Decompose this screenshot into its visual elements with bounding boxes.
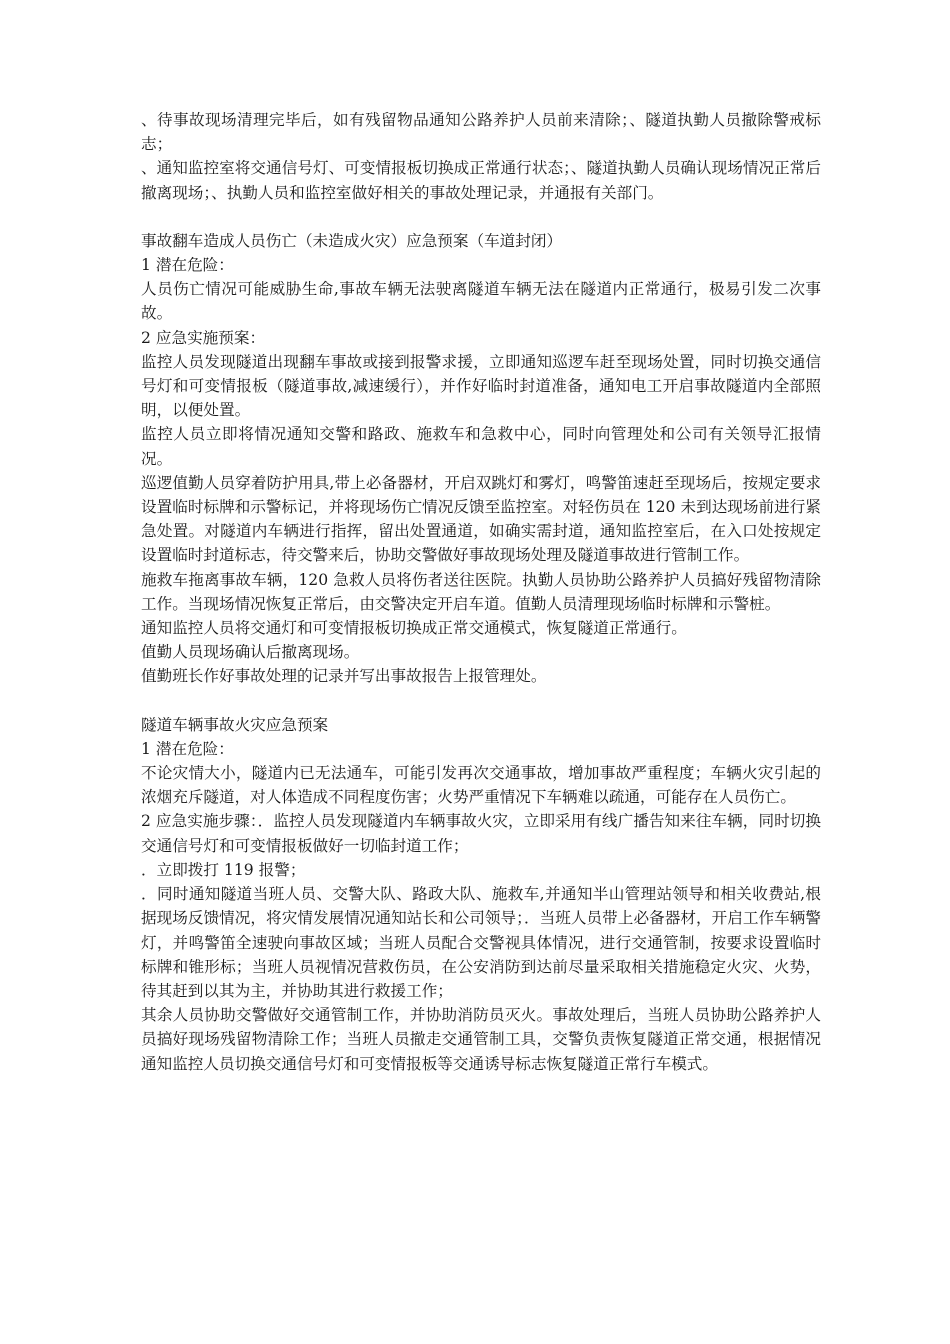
section-gap	[141, 205, 821, 229]
fire-line: 其余人员协助交警做好交通管制工作，并协助消防员灭火。事故处理后，当班人员协助公路养护人员搞好现场残留物清除工作；当班人员撤走交通管制工具，交警负责恢复隧道正常交通，根据情况通知监控人员切换交通信号灯和可变情报板等交通诱导标志恢复隧道正常行车模式。	[141, 1006, 821, 1073]
rollover-line: 通知监控人员将交通灯和可变情报板切换成正常交通模式，恢复隧道正常通行。	[141, 619, 687, 638]
rollover-line: 监控人员发现隧道出现翻车事故或接到报警求援，立即通知巡逻车赶至现场处置，同时切换交通信号灯和可变情报板（隧道事故,减速缓行），并作好临时封道准备，通知电工开启事故隧道内全部照明，以便处置。	[141, 352, 821, 420]
fire-line: ．立即拨打 119 报警；	[141, 860, 306, 879]
fire-line: ．同时通知隧道当班人员、交警大队、路政大队、施救车,并通知半山管理站领导和相关收费站,根据现场反馈情况，将灾情发展情况通知站长和公司领导；．当班人员带上必备器材，开启工作车辆警灯，并鸣警笛全速驶向事故区域；当班人员配合交警视具体情况，进行交通管制，按要求设置临时标牌和锥形标；当班人员视情况营救伤员，在公安消防到达前尽量采取相关措施稳定火灾、火势，待其赶到以其为主，并协助其进行救援工作；	[141, 885, 821, 1000]
section-title-rollover: 事故翻车造成人员伤亡（未造成火灾）应急预案（车道封闭）	[141, 231, 563, 250]
paragraph-restore: 、通知监控室将交通信号灯、可变情报板切换成正常通行状态；、隧道执勤人员确认现场情况正常后撤离现场；、执勤人员和监控室做好相关的事故处理记录，并通报有关部门。	[141, 159, 821, 202]
paragraph-cleanup: 、待事故现场清理完毕后，如有残留物品通知公路养护人员前来清除；、隧道执勤人员撤除警戒标志；	[141, 111, 821, 154]
fire-line: 1 潜在危险：	[141, 739, 234, 758]
fire-line: 2 应急实施步骤：．监控人员发现隧道内车辆事故火灾，立即采用有线广播告知来往车辆，同时切换交通信号灯和可变情报板做好一切临封道工作；	[141, 812, 821, 855]
rollover-line: 巡逻值勤人员穿着防护用具,带上必备器材，开启双跳灯和雾灯，鸣警笛速赶至现场后，按规定要求设置临时标牌和示警标记，并将现场伤亡情况反馈至监控室。对轻伤员在 120 未到达现场前进行紧急处置。对隧道内车辆进行指挥，留出处置通道，如确实需封道，通知监控室后，在入口处按规定设置临时封道标志，待交警来后，协助交警做好事故现场处理及隧道事故进行管制工作。	[141, 473, 821, 565]
rollover-line: 1 潜在危险：	[141, 256, 234, 275]
section-gap	[141, 689, 821, 713]
fire-line: 不论灾情大小，隧道内已无法通车，可能引发再次交通事故，增加事故严重程度；车辆火灾引起的浓烟充斥隧道，对人体造成不同程度伤害；火势严重情况下车辆难以疏通，可能存在人员伤亡。	[141, 764, 821, 807]
rollover-line: 人员伤亡情况可能威胁生命,事故车辆无法驶离隧道车辆无法在隧道内正常通行，极易引发二次事故。	[141, 280, 821, 323]
rollover-line: 施救车拖离事故车辆，120 急救人员将伤者送往医院。执勤人员协助公路养护人员搞好残留物清除工作。当现场情况恢复正常后，由交警决定开启车道。值勤人员清理现场临时标牌和示警桩。	[141, 570, 821, 613]
rollover-line: 值勤人员现场确认后撤离现场。	[141, 643, 360, 662]
rollover-line: 值勤班长作好事故处理的记录并写出事故报告上报管理处。	[141, 667, 547, 686]
section-title-fire: 隧道车辆事故火灾应急预案	[141, 715, 329, 734]
rollover-line: 监控人员立即将情况通知交警和路政、施救车和急救中心，同时向管理处和公司有关领导汇报情况。	[141, 425, 821, 468]
document-body	[141, 108, 821, 1076]
rollover-line: 2 应急实施预案：	[141, 328, 266, 347]
